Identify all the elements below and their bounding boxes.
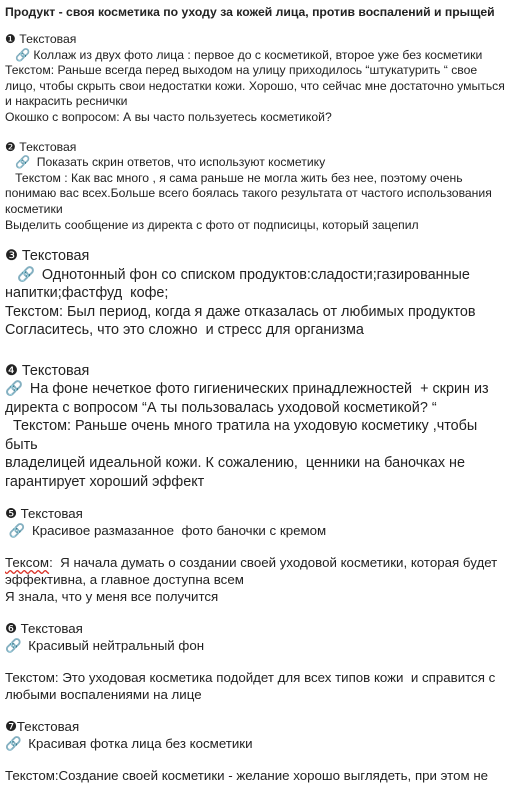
link-icon: 🔗	[5, 381, 23, 398]
visual-text: Однотонный фон со списком продуктов:сладости;газированные	[41, 266, 470, 283]
text-segment: : Я начала думать о создании своей уходовой косметики, которая будет	[49, 555, 498, 571]
section-2	[5, 140, 510, 234]
section-3	[5, 247, 510, 340]
text-line: гарантирует хороший эффект	[5, 473, 205, 490]
text-line: Согласитесь, что это сложно и стресс для организма	[5, 322, 364, 339]
section-7	[5, 718, 510, 784]
link-icon: 🔗	[15, 155, 31, 170]
section-heading: ❼Текстовая	[5, 719, 80, 735]
visual-text: Красивое размазанное фото баночки с кремом	[31, 523, 327, 539]
visual-line: напитки;фастфуд кофе;	[5, 285, 169, 302]
text-line: и накрасить реснички	[5, 94, 128, 109]
visual-line	[5, 637, 510, 654]
text-line: любыми воспалениями на лице	[5, 687, 202, 703]
text-line: Текстом: Это уходовая косметика подойдет для всех типов кожи и справится с	[5, 670, 496, 686]
text-line	[5, 554, 510, 571]
visual-line	[5, 380, 510, 399]
section-heading: ❶ Текстовая	[5, 32, 77, 46]
section-heading: ❺ Текстовая	[5, 506, 83, 522]
link-icon: 🔗	[5, 638, 22, 654]
document	[5, 2, 510, 784]
text-line: лицо, чтобы скрыть свои недостатки кожи. Хорошо, что сейчас мне достаточно умыться	[5, 78, 505, 93]
visual-line	[5, 155, 510, 171]
document-title: Продукт - своя косметика по уходу за кожей лица, против воспалений и прыщей	[5, 5, 495, 19]
text-line: Текстом: Был период, когда я даже отказалась от любимых продуктов	[5, 303, 476, 320]
visual-line	[5, 735, 510, 752]
section-1	[5, 32, 510, 126]
link-icon: 🔗	[5, 736, 22, 752]
text-line: Текстом:Создание своей косметики - желание хорошо выглядеть, при этом не	[5, 768, 489, 784]
visual-text: Показать скрин ответов, что используют косметику	[36, 155, 326, 170]
visual-text: Коллаж из двух фото лица : первое до с косметикой, второе уже без косметики	[33, 47, 483, 62]
link-icon: 🔗	[8, 523, 26, 539]
misspelled-word: Тексом	[5, 555, 50, 571]
text-line: Я знала, что у меня все получится	[5, 589, 219, 605]
section-6	[5, 620, 510, 703]
text-line: Текстом: Раньше очень много тратила на уходовую косметику ,чтобы быть	[5, 418, 482, 453]
section-heading: ❷ Текстовая	[5, 139, 77, 154]
section-heading: ❹ Текстовая	[5, 362, 90, 379]
visual-line	[5, 266, 510, 285]
text-line: эффективна, а главное доступна всем	[5, 572, 244, 588]
section-5	[5, 505, 510, 605]
visual-line	[5, 48, 510, 64]
link-icon: 🔗	[17, 266, 35, 283]
visual-text: Красивый нейтральный фон	[28, 638, 205, 654]
visual-text: Красивая фотка лица без косметики	[28, 736, 253, 752]
visual-line: директа с вопросом “А ты пользовалась уходовой косметикой? “	[5, 399, 437, 416]
visual-line	[5, 522, 510, 539]
text-line: косметики	[5, 201, 63, 216]
text-line: Текстом: Раньше всегда перед выходом на улицу приходилось “штукатурить “ свое	[5, 63, 478, 78]
section-4	[5, 362, 510, 492]
section-heading: ❸ Текстовая	[5, 248, 90, 265]
visual-text: На фоне нечеткое фото гигиенических принадлежностей + скрин из	[29, 381, 489, 398]
question-line: Окошко с вопросом: А вы часто пользуетесь косметикой?	[5, 109, 332, 124]
text-line: владелицей идеальной кожи. К сожалению, ценники на баночках не	[5, 455, 465, 472]
text-segment: Текстом : Как вас много , я сама раньше не могла жить без нее, поэтому очень	[15, 170, 463, 185]
text-line	[5, 171, 510, 187]
text-line: понимаю вас всех.Больше всего боялась такого результата от частого использования	[5, 186, 492, 201]
section-heading: ❻ Текстовая	[5, 621, 83, 637]
link-icon: 🔗	[15, 47, 31, 62]
extra-line: Выделить сообщение из директа с фото от подписицы, который зацепил	[5, 217, 419, 232]
